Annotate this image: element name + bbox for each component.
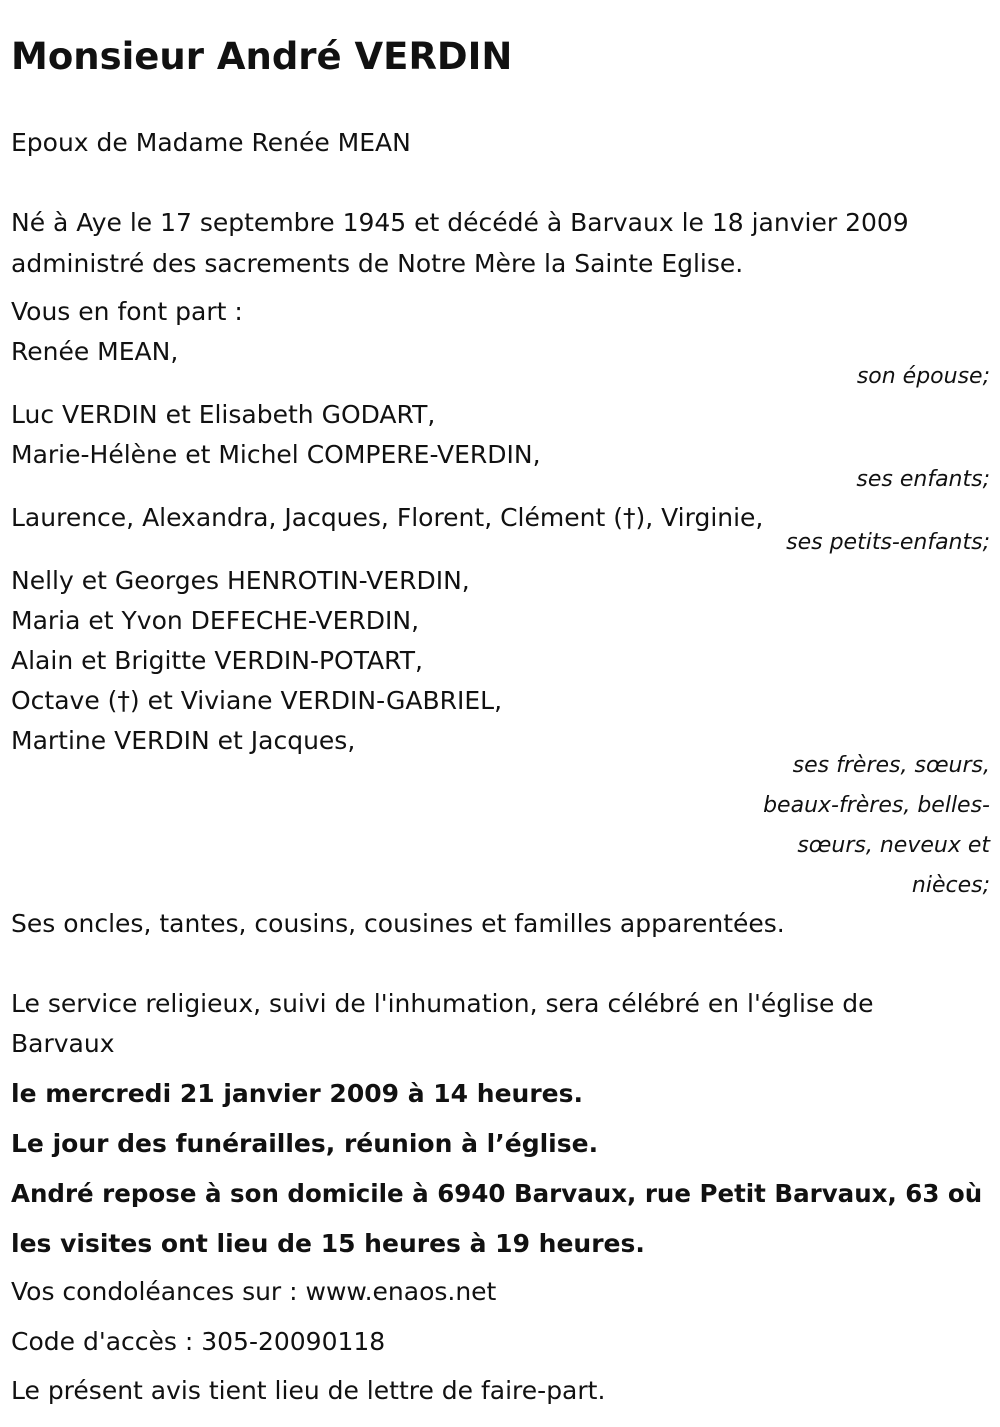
birth-death-line-2: administré des sacrements de Notre Mère la Sainte Eglise. bbox=[11, 249, 744, 278]
sibling-name: Nelly et Georges HENROTIN-VERDIN, bbox=[11, 566, 470, 595]
access-code: Code d'accès : 305-20090118 bbox=[11, 1327, 386, 1356]
sibling-name: Octave (†) et Viviane VERDIN-GABRIEL, bbox=[11, 686, 503, 715]
siblings-relation-line: beaux-frères, belles- bbox=[763, 793, 990, 818]
deceased-name-title: Monsieur André VERDIN bbox=[11, 35, 513, 78]
service-line-2: Barvaux bbox=[11, 1029, 115, 1058]
siblings-relation-line: nièces; bbox=[911, 873, 990, 898]
condolences-line: Vos condoléances sur : www.enaos.net bbox=[11, 1277, 497, 1306]
service-line-1: Le service religieux, suivi de l'inhumation, sera célébré en l'église de bbox=[11, 989, 874, 1018]
siblings-relation-line: ses frères, sœurs, bbox=[792, 753, 990, 778]
sibling-name: Maria et Yvon DEFECHE-VERDIN, bbox=[11, 606, 420, 635]
sibling-name: Martine VERDIN et Jacques, bbox=[11, 726, 356, 755]
meeting-info: Le jour des funérailles, réunion à l’église. bbox=[11, 1129, 599, 1158]
announce-intro: Vous en font part : bbox=[11, 297, 243, 326]
spouse-name: Renée MEAN, bbox=[11, 337, 179, 366]
visits-line-2: les visites ont lieu de 15 heures à 19 heures. bbox=[11, 1229, 645, 1258]
spouse-line: Epoux de Madame Renée MEAN bbox=[11, 128, 411, 157]
grandchildren-names: Laurence, Alexandra, Jacques, Florent, Clément (†), Virginie, bbox=[11, 503, 764, 532]
grandchildren-relation: ses petits-enfants; bbox=[786, 530, 990, 555]
spouse-relation: son épouse; bbox=[856, 364, 990, 389]
closing-line: Le présent avis tient lieu de lettre de faire-part. bbox=[11, 1376, 606, 1405]
siblings-relation-line: sœurs, neveux et bbox=[797, 833, 990, 858]
extended-family: Ses oncles, tantes, cousins, cousines et familles apparentées. bbox=[11, 909, 785, 938]
children-relation: ses enfants; bbox=[856, 467, 990, 492]
birth-death-line-1: Né à Aye le 17 septembre 1945 et décédé à Barvaux le 18 janvier 2009 bbox=[11, 208, 909, 237]
service-date: le mercredi 21 janvier 2009 à 14 heures. bbox=[11, 1079, 583, 1108]
child-name: Luc VERDIN et Elisabeth GODART, bbox=[11, 400, 436, 429]
sibling-name: Alain et Brigitte VERDIN-POTART, bbox=[11, 646, 423, 675]
child-name: Marie-Hélène et Michel COMPERE-VERDIN, bbox=[11, 440, 541, 469]
visits-line-1: André repose à son domicile à 6940 Barvaux, rue Petit Barvaux, 63 où bbox=[11, 1179, 983, 1208]
